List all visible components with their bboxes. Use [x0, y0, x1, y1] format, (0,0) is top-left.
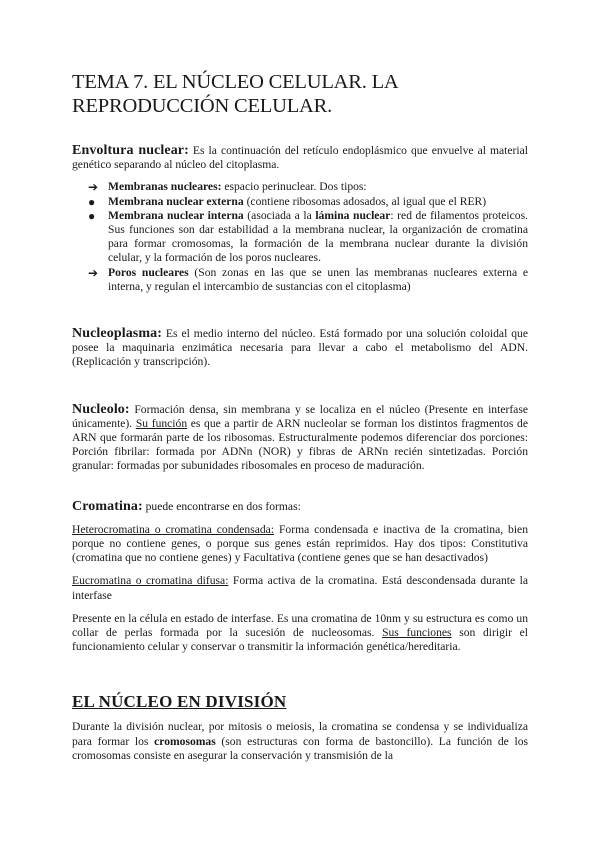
- eucromatina-paragraph: [72, 574, 528, 602]
- heterocromatina-text: Forma condensada e inactiva de la cromatina, bien porque no contiene genes, o porque sus genes están reprimidos. Hay dos tipos: Constitutiva (cromatina que no contiene genes) y Facultativa (contiene genes que se han desactivados): [72, 522, 528, 565]
- interfase-underlined: Sus funciones: [382, 626, 452, 640]
- item-text: espacio perinuclear. Dos tipos:: [221, 180, 367, 194]
- arrow-bullet-icon: ➔: [88, 180, 99, 195]
- envoltura-list: [72, 180, 528, 294]
- division-text-continued: (son estructuras con forma de bastoncillo). La función de los cromosomas consiste en asegurar la conservación y transmisión de la: [72, 734, 528, 762]
- item-term-secondary: lámina nuclear: [315, 208, 391, 222]
- item-text-secondary: : red de filamentos proteicos. Sus funciones son dar estabilidad a la membrana nuclear, la organización de cromatina para formar cromosomas, la formación de la membrana nuclear durante la división celular, y la formación de los poros nucleares.: [108, 208, 528, 265]
- dot-bullet-icon: ●: [88, 208, 96, 223]
- arrow-bullet-icon: ➔: [88, 265, 99, 280]
- division-paragraph: [72, 720, 528, 763]
- cromatina-text: puede encontrarse en dos formas:: [142, 499, 301, 513]
- item-text: (Son zonas en las que se unen las membranas nucleares externa e interna, y regulan el intercambio de sustancias con el citoplasma): [108, 265, 528, 293]
- nucleoplasma-term: Nucleoplasma:: [72, 326, 162, 342]
- envoltura-term: Envoltura nuclear:: [72, 143, 189, 158]
- item-term: Membrana nuclear interna: [108, 208, 244, 222]
- eucromatina-label: Eucromatina o cromatina difusa:: [72, 574, 229, 588]
- list-item: [72, 209, 528, 266]
- heterocromatina-paragraph: [72, 523, 528, 566]
- nucleoplasma-paragraph: [72, 327, 528, 370]
- eucromatina-text: Forma activa de la cromatina. Está descondensada durante la interfase: [72, 574, 528, 602]
- item-text: (contiene ribosomas adosados, al igual que el RER): [243, 194, 487, 208]
- page-title: TEMA 7. EL NÚCLEO CELULAR. LA REPRODUCCIÓN CELULAR.: [72, 71, 398, 117]
- item-term: Membranas nucleares:: [108, 180, 222, 194]
- nucleolo-text: Formación densa, sin membrana y se localiza en el núcleo (Presente en interfase únicamente).: [72, 402, 528, 430]
- division-term: cromosomas: [154, 734, 216, 748]
- interfase-text-continued: son dirigir el funcionamiento celular y conservar o transmitir la información genética/hereditaria.: [72, 626, 528, 654]
- list-item: [72, 180, 528, 194]
- nucleolo-paragraph: [72, 403, 528, 474]
- item-text: (asociada a la: [243, 208, 316, 222]
- envoltura-text: Es la continuación del retículo endoplásmico que envuelve al material genético separando al núcleo del citoplasma.: [72, 144, 528, 172]
- item-term: Membrana nuclear externa: [108, 194, 244, 208]
- document-page: [72, 70, 528, 763]
- list-item: [72, 195, 528, 209]
- nucleolo-term: Nucleolo:: [72, 401, 130, 417]
- dot-bullet-icon: ●: [88, 194, 96, 209]
- envoltura-paragraph: [72, 144, 528, 172]
- cromatina-paragraph: [72, 500, 528, 514]
- division-text: Durante la división nuclear, por mitosis o meiosis, la cromatina se condensa y se individualiza para formar los: [72, 720, 528, 748]
- nucleoplasma-text: Es el medio interno del núcleo. Está formado por una solución coloidal que posee la maquinaria enzimática necesaria para llevar a cabo el metabolismo del ADN. (Replicación y transcripción).: [72, 327, 528, 369]
- division-heading: EL NÚCLEO EN DIVISIÓN: [72, 692, 287, 712]
- heterocromatina-label: Heterocromatina o cromatina condensada:: [72, 522, 275, 536]
- list-item: [72, 266, 528, 294]
- nucleolo-underlined: Su función: [135, 416, 188, 430]
- interfase-paragraph: [72, 612, 528, 655]
- nucleolo-text-continued: es que a partir de ARN nucleolar se forman los distintos fragmentos de ARN que formarán parte de los ribosomas. Estructuralmente podemos diferenciar dos porciones: Porción fibrilar: formada por ADNn (NOR) y fibras de ARNn recién sintetizadas. Porción granular: formadas por subunidades ribosomales en proceso de maduración.: [72, 416, 528, 473]
- cromatina-term: Cromatina:: [72, 498, 143, 514]
- item-term: Poros nucleares: [108, 265, 189, 279]
- interfase-text: Presente en la célula en estado de interfase. Es una cromatina de 10nm y su estructura es como un collar de perlas formada por la sucesión de nucleosomas.: [72, 611, 528, 640]
